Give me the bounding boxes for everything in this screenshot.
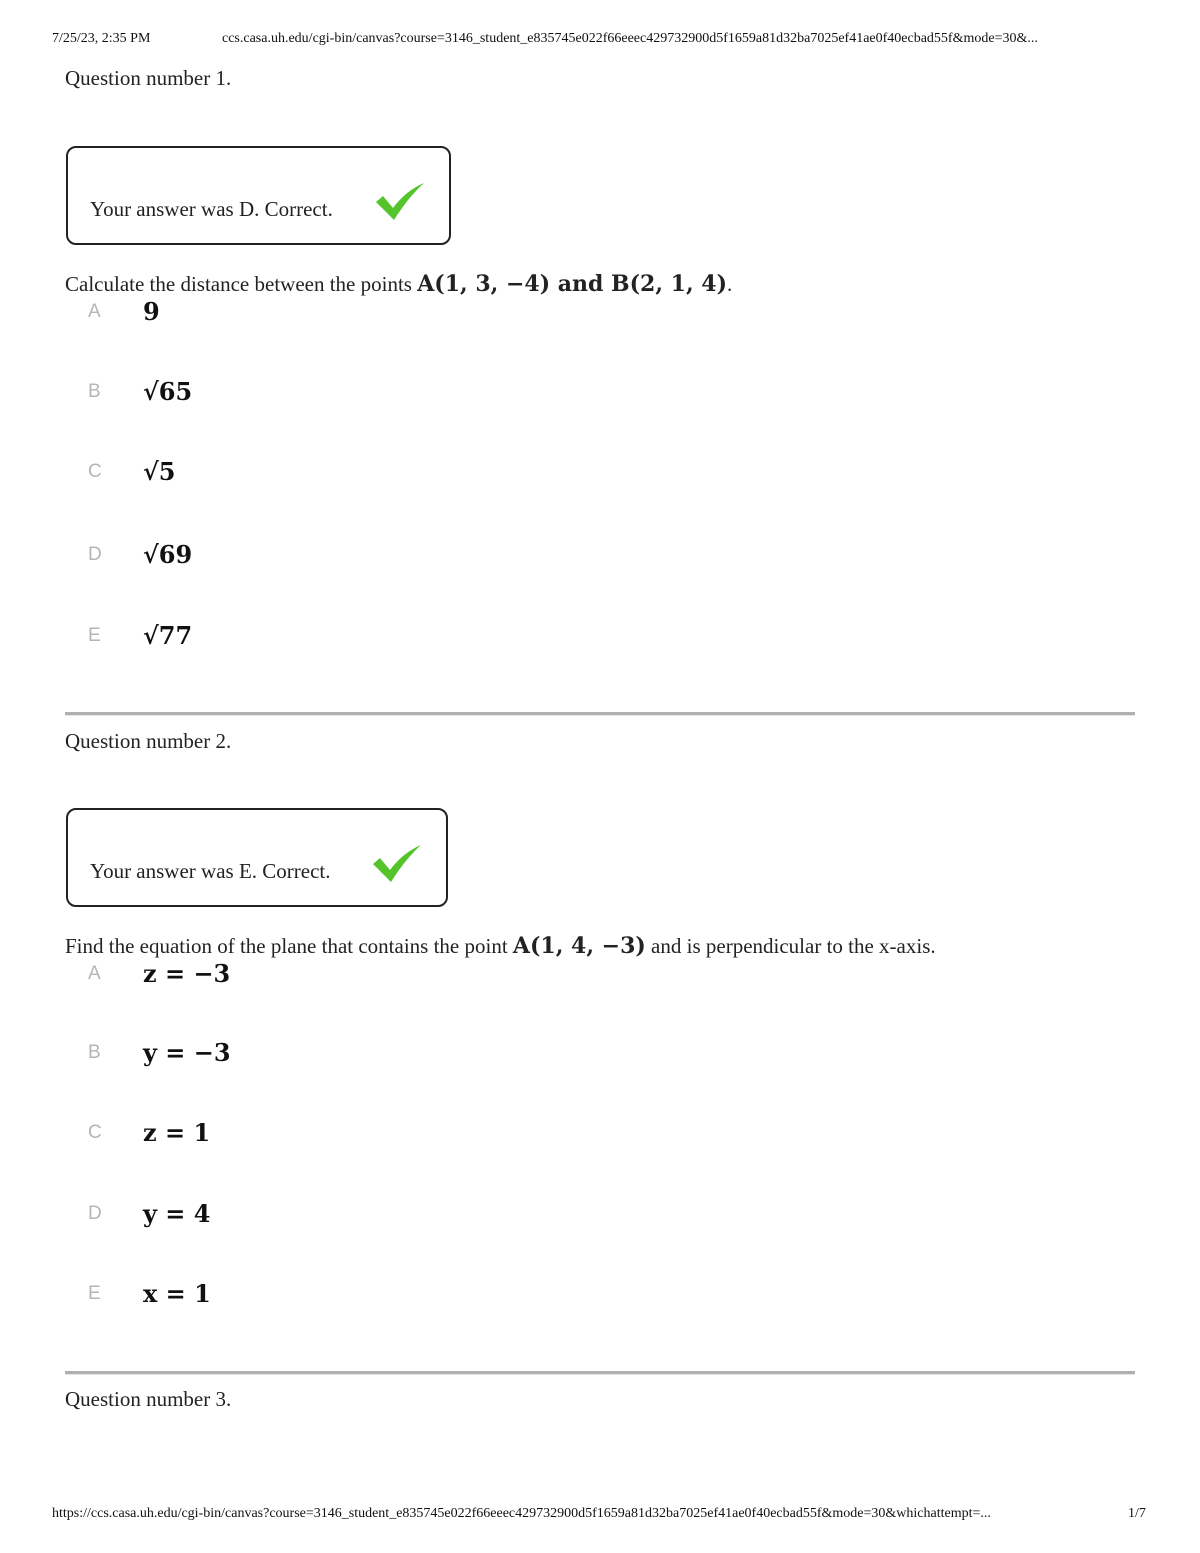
question-1-feedback-text: Your answer was D. Correct. (90, 197, 333, 221)
question-1-prompt-end: . (727, 272, 733, 296)
option-value: √69 (143, 540, 193, 569)
check-icon (374, 182, 426, 222)
question-1-feedback-box (66, 146, 451, 245)
question-2-prompt-text: Find the equation of the plane that contains the point (65, 934, 513, 958)
option-letter: E (88, 625, 101, 646)
option-value: √77 (143, 621, 193, 650)
option-value: y = 4 (143, 1199, 211, 1228)
option-letter: B (88, 1042, 101, 1063)
option-letter: C (88, 461, 102, 482)
question-2-feedback-text: Your answer was E. Correct. (90, 859, 331, 883)
option-letter: A (88, 301, 101, 322)
option-letter: C (88, 1122, 102, 1143)
option-value: z = −3 (143, 959, 231, 988)
option-letter: E (88, 1283, 101, 1304)
check-icon (371, 844, 423, 884)
option-value: z = 1 (143, 1118, 211, 1147)
option-letter: A (88, 963, 101, 984)
question-1-prompt-math: A(1, 3, −4) and B(2, 1, 4) (417, 271, 728, 297)
print-datetime: 7/25/23, 2:35 PM (52, 31, 151, 46)
print-header-url: ccs.casa.uh.edu/cgi-bin/canvas?course=3146_student_e835745e022f66eeec429732900d5f1659a81d32ba7025ef41ae0f40ecbad55f&mode=30&... (222, 31, 1038, 46)
question-2-label: Question number 2. (65, 729, 232, 753)
option-value: x = 1 (143, 1279, 211, 1308)
print-footer-url: https://ccs.casa.uh.edu/cgi-bin/canvas?course=3146_student_e835745e022f66eeec429732900d5f1659a81d32ba7025ef41ae0f40ecbad55f&mode=30&whichattempt=... (52, 1506, 991, 1521)
question-divider (65, 712, 1135, 716)
question-1-label: Question number 1. (65, 66, 232, 90)
question-1-prompt-text: Calculate the distance between the points (65, 272, 418, 296)
option-letter: B (88, 381, 101, 402)
question-2-prompt-math: A(1, 4, −3) (512, 933, 646, 959)
option-letter: D (88, 544, 102, 565)
option-value: √5 (143, 457, 176, 486)
question-2-feedback-box (66, 808, 448, 907)
question-3-label: Question number 3. (65, 1387, 232, 1411)
option-value: 9 (143, 297, 160, 326)
question-1-prompt (65, 271, 732, 297)
option-value: √65 (143, 377, 193, 406)
option-letter: D (88, 1203, 102, 1224)
question-2-prompt-end: and is perpendicular to the x-axis. (645, 934, 936, 958)
question-2-prompt (65, 933, 936, 959)
question-divider (65, 1371, 1135, 1375)
page-number: 1/7 (1128, 1506, 1146, 1521)
option-value: y = −3 (143, 1038, 231, 1067)
